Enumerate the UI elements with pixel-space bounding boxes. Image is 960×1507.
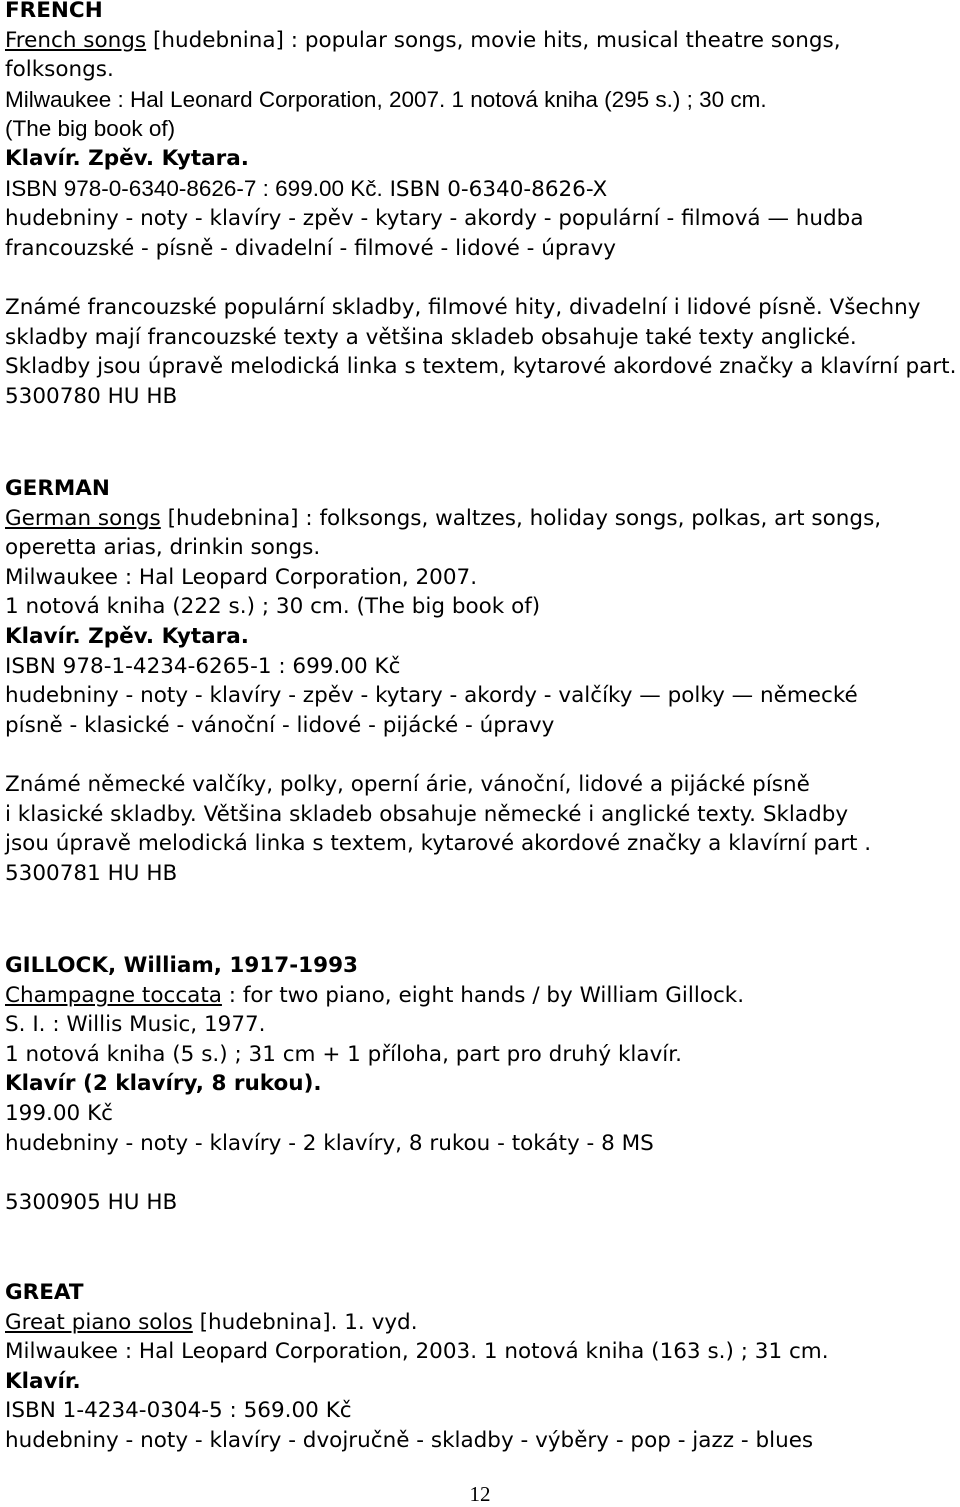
entry-call-number: 5300780 HU HB xyxy=(5,383,178,409)
entry-heading: GREAT xyxy=(5,1280,84,1305)
entry-instruments: Klavír. Zpěv. Kytara. xyxy=(5,623,249,649)
entry-isbn: ISBN 1-4234-0304-5 : 569.00 Kč xyxy=(5,1398,352,1424)
spacer xyxy=(5,263,955,293)
entry-subjects-line-1: hudebniny - noty - klavíry - zpěv - kytary - akordy - populární - filmová — hudba xyxy=(5,206,864,232)
entry-subjects-line-1: hudebniny - noty - klavíry - dvojručně - skladby - výběry - pop - jazz - blues xyxy=(5,1427,814,1453)
entry-physical-description: 1 notová kniha (5 s.) ; 31 cm + 1 příloha, part pro druhý klavír. xyxy=(5,1041,682,1067)
entry-instruments: Klavír (2 klavíry, 8 rukou). xyxy=(5,1071,322,1097)
entry-title-line xyxy=(5,981,955,1011)
entry-title-link[interactable]: French songs xyxy=(5,27,147,53)
spacer xyxy=(5,1158,955,1188)
entry-title-rest: [hudebnina] : folksongs, waltzes, holiday songs, polkas, art songs, xyxy=(160,505,882,531)
spacer xyxy=(5,740,955,770)
entry-title-continued: folksongs. xyxy=(5,57,114,83)
entry-call-number: 5300781 HU HB xyxy=(5,860,178,886)
catalog-entry-french xyxy=(5,0,955,411)
entry-heading: GERMAN xyxy=(5,476,110,501)
entry-physical-description: 1 notová kniha (222 s.) ; 30 cm. (The big book of) xyxy=(5,594,541,620)
entry-heading: FRENCH xyxy=(5,0,103,23)
entry-imprint: Milwaukee : Hal Leopard Corporation, 2003. 1 notová kniha (163 s.) ; 31 cm. xyxy=(5,1339,829,1365)
entry-instruments: Klavír. Zpěv. Kytara. xyxy=(5,145,249,171)
entry-instruments: Klavír. xyxy=(5,1368,81,1394)
entry-title-link[interactable]: Champagne toccata xyxy=(5,982,222,1008)
entry-title-link[interactable]: German songs xyxy=(5,505,161,531)
entry-annotation-line-2: i klasické skladby. Většina skladeb obsahuje německé i anglické texty. Skladby xyxy=(5,801,849,827)
entry-price: 199.00 Kč xyxy=(5,1100,113,1126)
entry-annotation-line-2: skladby mají francouzské texty a většina skladeb obsahuje také texty anglické. xyxy=(5,324,857,350)
entry-title-continued: operetta arias, drinkin songs. xyxy=(5,535,321,561)
entry-title-line xyxy=(5,1308,955,1338)
entry-title-rest: [hudebnina]. 1. vyd. xyxy=(192,1309,418,1335)
entry-imprint: S. I. : Willis Music, 1977. xyxy=(5,1012,266,1038)
entry-heading: GILLOCK, William, 1917-1993 xyxy=(5,953,359,978)
entry-title-rest: : for two piano, eight hands / by William Gillock. xyxy=(221,982,745,1008)
entry-title-line xyxy=(5,504,955,534)
entry-title-line xyxy=(5,26,955,56)
entry-annotation-line-1: Známé německé valčíky, polky, operní árie, vánoční, lidové a pijácké písně xyxy=(5,771,810,797)
entry-imprint: Milwaukee : Hal Leopard Corporation, 2007. xyxy=(5,564,478,590)
entry-subjects-line-1: hudebniny - noty - klavíry - 2 klavíry, 8 rukou - tokáty - 8 MS xyxy=(5,1130,654,1156)
entry-annotation-line-3: Skladby jsou úpravě melodická linka s textem, kytarové akordové značky a klavírní part. xyxy=(5,354,957,380)
catalog-entry-gillock xyxy=(5,951,955,1217)
entry-series: (The big book of) xyxy=(5,116,176,142)
entry-annotation-line-1: Známé francouzské populární skladby, filmové hity, divadelní i lidové písně. Všechny xyxy=(5,294,921,320)
entry-imprint: Milwaukee : Hal Leonard Corporation, 2007. 1 notová kniha (295 s.) ; 30 cm. xyxy=(5,86,767,112)
page-number: 12 xyxy=(469,1482,491,1506)
entry-annotation-line-3: jsou úpravě melodická linka s textem, kytarové akordové značky a klavírní part . xyxy=(5,831,872,857)
entry-subjects-line-1: hudebniny - noty - klavíry - zpěv - kytary - akordy - valčíky — polky — německé xyxy=(5,683,858,709)
catalog-entry-great xyxy=(5,1278,955,1456)
entry-subjects-line-2: písně - klasické - vánoční - lidové - pijácké - úpravy xyxy=(5,712,555,738)
entry-isbn: ISBN 978-1-4234-6265-1 : 699.00 Kč xyxy=(5,653,401,679)
catalog-entry-german xyxy=(5,474,955,888)
entry-title-rest: [hudebnina] : popular songs, movie hits, musical theatre songs, xyxy=(146,27,841,53)
entry-call-number: 5300905 HU HB xyxy=(5,1189,178,1215)
entry-isbn-line xyxy=(5,174,955,205)
entry-title-link[interactable]: Great piano solos xyxy=(5,1309,193,1335)
entry-isbn-alt: ISBN 0-6340-8626-X xyxy=(382,176,608,202)
entry-subjects-line-2: francouzské - písně - divadelní - filmové - lidové - úpravy xyxy=(5,235,616,261)
entry-isbn: ISBN 978-0-6340-8626-7 : 699.00 Kč. xyxy=(5,175,383,201)
